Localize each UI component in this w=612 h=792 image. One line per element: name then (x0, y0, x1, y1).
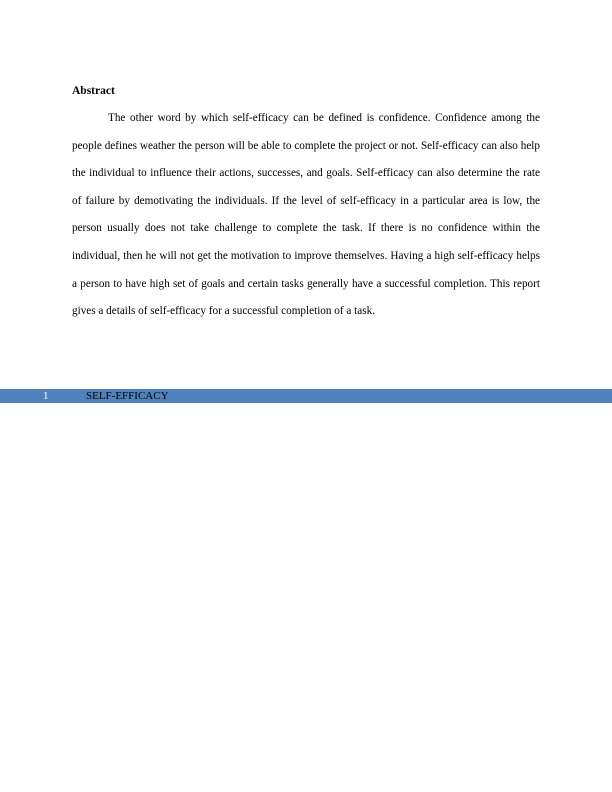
running-title: SELF-EFFICACY (86, 390, 169, 402)
footer-band (0, 389, 612, 403)
abstract-heading: Abstract (72, 85, 115, 97)
page-number: 1 (43, 390, 49, 402)
abstract-paragraph: The other word by which self-efficacy can be defined is confidence. Confidence among the people defines weather the person will be able to complete the project or not. Self-efficacy can also help the individual to influence their actions, successes, and goals. Self-efficacy can also determine the rate of failure by demotivating the individuals. If the level of self-efficacy in a particular area is low, the person usually does not take challenge to complete the task. If there is no confidence within the individual, then he will not get the motivation to improve themselves. Having a high self-efficacy helps a person to have high set of goals and certain tasks generally have a successful completion. This report gives a details of self-efficacy for a successful completion of a task. (72, 112, 540, 318)
